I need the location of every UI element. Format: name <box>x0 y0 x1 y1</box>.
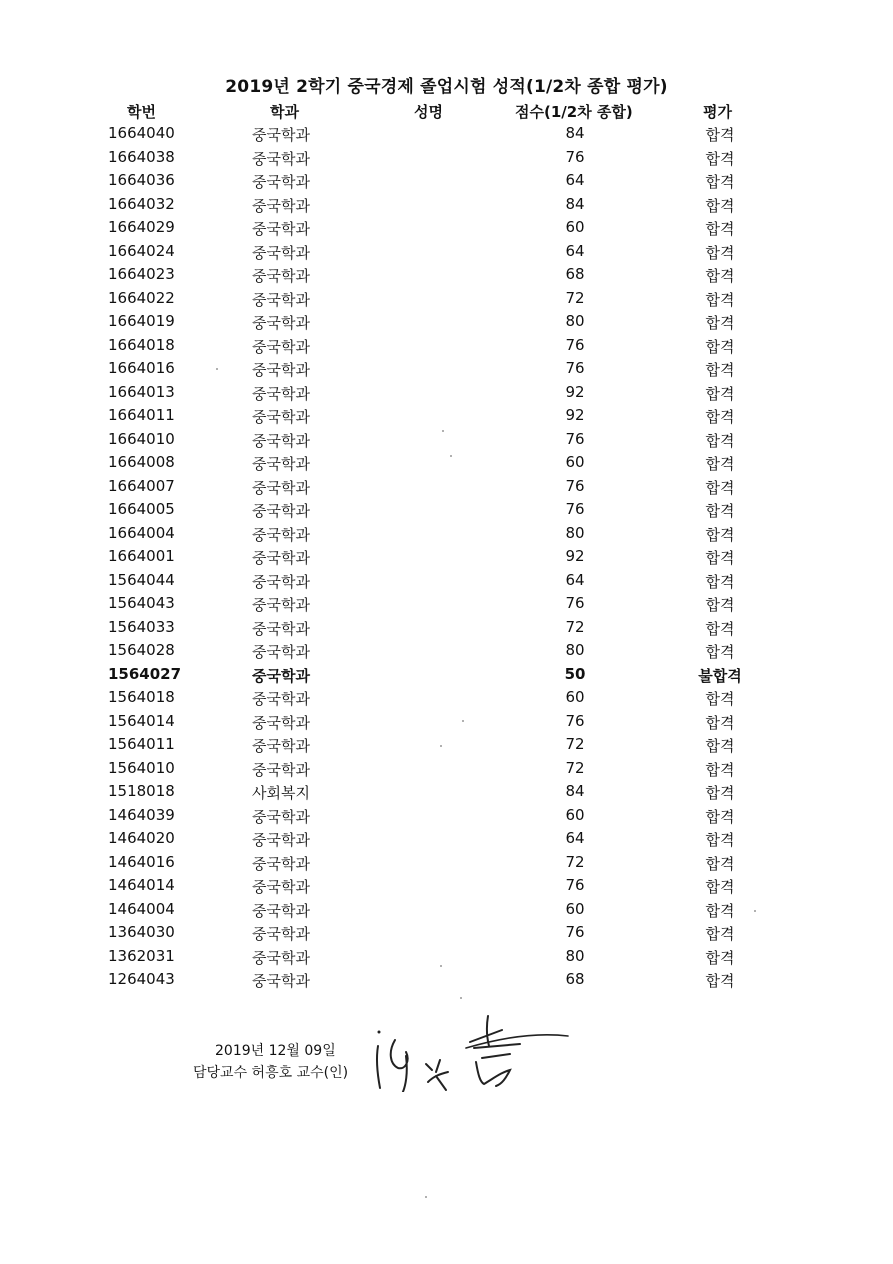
score-cell: 68 <box>565 970 585 988</box>
scan-speck <box>440 965 442 967</box>
evaluation-cell: 합격 <box>705 549 735 567</box>
student-id-cell: 1564028 <box>108 641 175 659</box>
table-row <box>0 922 893 946</box>
score-cell: 76 <box>565 594 585 612</box>
footer-professor: 담당교수 허흥호 교수(인) <box>193 1065 349 1081</box>
score-cell: 72 <box>565 617 585 636</box>
score-cell: 72 <box>565 758 585 777</box>
evaluation-cell: 합격 <box>705 314 735 332</box>
score-cell: 76 <box>565 711 585 730</box>
scan-speck <box>754 910 756 912</box>
student-id-cell: 1664005 <box>108 500 175 518</box>
table-row <box>0 405 893 429</box>
evaluation-cell: 합격 <box>705 408 735 426</box>
evaluation-cell: 합격 <box>705 948 735 967</box>
table-row <box>0 758 893 782</box>
evaluation-cell: 합격 <box>705 643 735 661</box>
department-cell: 중국학과 <box>252 807 310 826</box>
table-row <box>0 288 893 312</box>
score-cell: 60 <box>565 218 585 236</box>
student-id-cell: 1564027 <box>108 664 182 683</box>
score-cell: 84 <box>565 782 585 800</box>
evaluation-cell: 합격 <box>705 196 735 215</box>
evaluation-cell: 합격 <box>705 290 735 309</box>
department-cell: 중국학과 <box>252 502 310 520</box>
evaluation-cell: 합격 <box>705 619 735 638</box>
department-cell: 중국학과 <box>252 901 310 920</box>
evaluation-cell: 합격 <box>705 525 735 544</box>
score-cell: 84 <box>565 194 585 213</box>
student-id-cell: 1664036 <box>108 171 175 189</box>
score-cell: 76 <box>565 923 585 941</box>
student-id-cell: 1464016 <box>108 852 175 871</box>
student-id-cell: 1564014 <box>108 711 175 730</box>
student-id-cell: 1564033 <box>108 617 175 636</box>
score-cell: 76 <box>565 500 585 518</box>
student-id-cell: 1564043 <box>108 594 175 612</box>
student-id-cell: 1464039 <box>108 805 175 824</box>
student-id-cell: 1664022 <box>108 288 175 307</box>
score-cell: 76 <box>565 429 585 448</box>
student-id-cell: 1664010 <box>108 429 175 448</box>
score-cell: 76 <box>565 476 585 495</box>
score-cell: 72 <box>565 288 585 307</box>
department-cell: 중국학과 <box>252 596 310 614</box>
score-cell: 64 <box>565 570 585 589</box>
table-row <box>0 899 893 923</box>
header-evaluation: 평가 <box>703 103 732 121</box>
student-id-cell: 1364030 <box>108 923 175 941</box>
evaluation-cell: 합격 <box>705 126 735 144</box>
evaluation-cell: 합격 <box>705 267 735 285</box>
score-cell: 60 <box>565 899 585 918</box>
student-id-cell: 1264043 <box>108 970 175 988</box>
evaluation-cell: 합격 <box>705 854 735 873</box>
evaluation-cell: 합격 <box>705 760 735 779</box>
scan-speck <box>442 430 444 432</box>
evaluation-cell: 합격 <box>705 831 735 849</box>
score-cell: 68 <box>565 265 585 283</box>
department-cell: 중국학과 <box>252 126 310 144</box>
student-id-cell: 1664019 <box>108 312 175 330</box>
table-row <box>0 194 893 218</box>
evaluation-cell: 합격 <box>705 337 735 356</box>
table-row <box>0 217 893 241</box>
department-cell: 중국학과 <box>252 478 310 497</box>
student-id-cell: 1664011 <box>108 406 175 424</box>
table-row <box>0 264 893 288</box>
student-id-cell: 1564010 <box>108 758 175 777</box>
footer-date: 2019년 12월 09일 <box>215 1043 336 1059</box>
student-id-cell: 1664018 <box>108 335 175 354</box>
table-row <box>0 499 893 523</box>
evaluation-cell: 합격 <box>705 925 735 943</box>
student-id-cell: 1664038 <box>108 147 175 166</box>
department-cell: 중국학과 <box>252 948 310 967</box>
scan-speck <box>425 1196 427 1198</box>
evaluation-cell: 합격 <box>705 455 735 473</box>
header-department: 학과 <box>270 103 299 121</box>
table-row <box>0 805 893 829</box>
scan-speck <box>460 997 462 999</box>
evaluation-cell: 합격 <box>705 737 735 755</box>
score-cell: 84 <box>565 124 585 142</box>
table-row <box>0 687 893 711</box>
table-row <box>0 593 893 617</box>
department-cell: 사회복지 <box>252 784 310 802</box>
student-id-cell: 1664016 <box>108 359 175 377</box>
table-row <box>0 358 893 382</box>
table-row <box>0 617 893 641</box>
department-cell: 중국학과 <box>252 290 310 309</box>
department-cell: 중국학과 <box>252 666 310 685</box>
evaluation-cell: 합격 <box>705 572 735 591</box>
evaluation-cell: 합격 <box>705 901 735 920</box>
score-cell: 80 <box>565 312 585 330</box>
department-cell: 중국학과 <box>252 737 310 755</box>
score-cell: 72 <box>565 735 585 753</box>
department-cell: 중국학과 <box>252 431 310 450</box>
department-cell: 중국학과 <box>252 196 310 215</box>
student-id-cell: 1664008 <box>108 453 175 471</box>
student-id-cell: 1362031 <box>108 946 175 965</box>
department-cell: 중국학과 <box>252 314 310 332</box>
score-cell: 76 <box>565 335 585 354</box>
table-row <box>0 311 893 335</box>
department-cell: 중국학과 <box>252 220 310 238</box>
evaluation-cell: 합격 <box>705 596 735 614</box>
score-cell: 76 <box>565 147 585 166</box>
score-cell: 72 <box>565 852 585 871</box>
evaluation-cell: 합격 <box>705 502 735 520</box>
student-id-cell: 1664032 <box>108 194 175 213</box>
evaluation-cell: 합격 <box>705 361 735 379</box>
score-cell: 50 <box>564 664 586 683</box>
table-row <box>0 640 893 664</box>
evaluation-cell: 합격 <box>705 431 735 450</box>
table-row <box>0 335 893 359</box>
department-cell: 중국학과 <box>252 831 310 849</box>
table-row <box>0 711 893 735</box>
department-cell: 중국학과 <box>252 878 310 896</box>
table-row <box>0 875 893 899</box>
evaluation-cell: 합격 <box>705 972 735 990</box>
student-id-cell: 1664024 <box>108 241 175 260</box>
student-id-cell: 1564018 <box>108 688 175 706</box>
table-row <box>0 664 893 688</box>
table-row <box>0 828 893 852</box>
evaluation-cell: 합격 <box>705 784 735 802</box>
table-row <box>0 570 893 594</box>
student-id-cell: 1664023 <box>108 265 175 283</box>
table-row <box>0 429 893 453</box>
student-id-cell: 1664013 <box>108 382 175 401</box>
department-cell: 중국학과 <box>252 760 310 779</box>
header-student-id: 학번 <box>127 103 156 121</box>
table-row <box>0 147 893 171</box>
department-cell: 중국학과 <box>252 854 310 873</box>
score-cell: 64 <box>565 241 585 260</box>
department-cell: 중국학과 <box>252 525 310 544</box>
score-cell: 92 <box>565 382 585 401</box>
header-name: 성명 <box>414 103 443 121</box>
student-id-cell: 1664004 <box>108 523 175 542</box>
evaluation-cell: 불합격 <box>698 666 742 685</box>
scan-speck <box>450 455 452 457</box>
student-id-cell: 1464004 <box>108 899 175 918</box>
student-id-cell: 1664029 <box>108 218 175 236</box>
department-cell: 중국학과 <box>252 690 310 708</box>
department-cell: 중국학과 <box>252 408 310 426</box>
score-cell: 60 <box>565 805 585 824</box>
student-id-cell: 1518018 <box>108 782 175 800</box>
student-id-cell: 1464020 <box>108 829 175 847</box>
department-cell: 중국학과 <box>252 549 310 567</box>
table-row <box>0 546 893 570</box>
department-cell: 중국학과 <box>252 243 310 262</box>
department-cell: 중국학과 <box>252 384 310 403</box>
department-cell: 중국학과 <box>252 713 310 732</box>
table-row <box>0 382 893 406</box>
score-cell: 92 <box>565 406 585 424</box>
student-id-cell: 1564011 <box>108 735 175 753</box>
table-row <box>0 123 893 147</box>
table-row <box>0 852 893 876</box>
table-row <box>0 781 893 805</box>
evaluation-cell: 합격 <box>705 384 735 403</box>
score-cell: 60 <box>565 688 585 706</box>
header-score: 점수(1/2차 종합) <box>515 103 633 121</box>
table-row <box>0 969 893 993</box>
table-row <box>0 241 893 265</box>
department-cell: 중국학과 <box>252 267 310 285</box>
student-id-cell: 1464014 <box>108 876 175 894</box>
student-id-cell: 1664040 <box>108 124 175 142</box>
table-row <box>0 946 893 970</box>
evaluation-cell: 합격 <box>705 243 735 262</box>
table-row <box>0 734 893 758</box>
department-cell: 중국학과 <box>252 972 310 990</box>
table-row <box>0 523 893 547</box>
department-cell: 중국학과 <box>252 173 310 191</box>
department-cell: 중국학과 <box>252 619 310 638</box>
table-row <box>0 170 893 194</box>
table-row <box>0 452 893 476</box>
evaluation-cell: 합격 <box>705 220 735 238</box>
score-cell: 64 <box>565 171 585 189</box>
scan-speck <box>216 368 218 370</box>
scan-speck <box>440 745 442 747</box>
student-id-cell: 1664001 <box>108 547 175 565</box>
department-cell: 중국학과 <box>252 925 310 943</box>
score-cell: 92 <box>565 547 585 565</box>
department-cell: 중국학과 <box>252 455 310 473</box>
department-cell: 중국학과 <box>252 361 310 379</box>
scan-speck <box>462 720 464 722</box>
department-cell: 중국학과 <box>252 572 310 591</box>
student-id-cell: 1564044 <box>108 570 175 589</box>
evaluation-cell: 합격 <box>705 807 735 826</box>
results-table <box>0 123 893 993</box>
document-title: 2019년 2학기 중국경제 졸업시험 성적(1/2차 종합 평가) <box>225 77 668 97</box>
score-cell: 80 <box>565 641 585 659</box>
score-cell: 80 <box>565 523 585 542</box>
table-row <box>0 476 893 500</box>
score-cell: 76 <box>565 359 585 377</box>
evaluation-cell: 합격 <box>705 478 735 497</box>
department-cell: 중국학과 <box>252 337 310 356</box>
handwritten-signature <box>370 1012 570 1092</box>
student-id-cell: 1664007 <box>108 476 175 495</box>
score-cell: 76 <box>565 876 585 894</box>
evaluation-cell: 합격 <box>705 149 735 168</box>
department-cell: 중국학과 <box>252 149 310 168</box>
evaluation-cell: 합격 <box>705 690 735 708</box>
score-cell: 64 <box>565 829 585 847</box>
evaluation-cell: 합격 <box>705 173 735 191</box>
evaluation-cell: 합격 <box>705 878 735 896</box>
evaluation-cell: 합격 <box>705 713 735 732</box>
score-cell: 60 <box>565 453 585 471</box>
department-cell: 중국학과 <box>252 643 310 661</box>
score-cell: 80 <box>565 946 585 965</box>
